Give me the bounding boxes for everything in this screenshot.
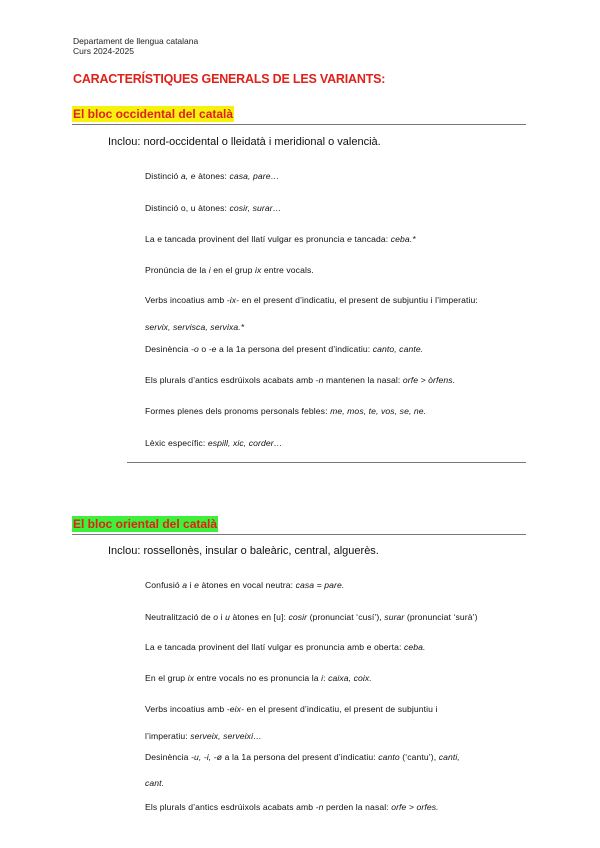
feature-line: Distinció o, u àtones: cosir, surar… [145,203,282,213]
section-end-divider [127,462,526,463]
oriental-inclou: Inclou: rossellonès, insular o baleàric, central, alguerès. [108,545,379,557]
department-header: Departament de llengua catalana [73,36,199,46]
feature-line: Distinció a, e àtones: casa, pare… [145,171,280,181]
feature-line: Formes plenes dels pronoms personals febles: me, mos, te, vos, se, ne. [145,406,427,416]
feature-line: Confusió a i e àtones en vocal neutra: casa = pare. [145,580,345,590]
section-divider [72,534,526,535]
feature-line: Desinència -o o -e a la 1a persona del present d’indicatiu: canto, cante. [145,344,424,354]
feature-line: Desinència -u, -i, -ø a la 1a persona del present d’indicatiu: canto (‘cantu’), canti, [145,752,460,762]
feature-line: servix, servisca, servixa.* [145,322,245,332]
feature-line: l’imperatiu: serveix, serveixi… [145,731,262,741]
feature-line: Els plurals d’antics esdrúixols acabats amb -n perden la nasal: orfe > orfes. [145,802,439,812]
feature-line: Lèxic específic: espill, xic, corder… [145,438,283,448]
feature-line: En el grup ix entre vocals no es pronuncia la i: caixa, coix. [145,673,372,683]
feature-line: La e tancada provinent del llatí vulgar es pronuncia amb e oberta: ceba. [145,642,426,652]
feature-line: Verbs incoatius amb -ix- en el present d’indicatiu, el present de subjuntiu i l’imperatiu: [145,295,478,305]
main-title: CARACTERÍSTIQUES GENERALS DE LES VARIANTS: [73,72,386,86]
feature-line: Pronúncia de la i en el grup ix entre vocals. [145,265,314,275]
section-divider [72,124,526,125]
feature-line: Neutralització de o i u àtones en [u]: cosir (pronunciat ‘cusí’), surar (pronunciat ‘surà’) [145,612,478,622]
feature-line: La e tancada provinent del llatí vulgar es pronuncia e tancada: ceba.* [145,234,416,244]
course-year: Curs 2024-2025 [73,46,134,56]
feature-line: cant. [145,778,165,788]
feature-line: Els plurals d’antics esdrúixols acabats amb -n mantenen la nasal: orfe > òrfens. [145,375,456,385]
occidental-inclou: Inclou: nord-occidental o lleidatà i meridional o valencià. [108,136,381,148]
section-title-oriental: El bloc oriental del català [73,517,218,531]
feature-line: Verbs incoatius amb -eix- en el present d’indicatiu, el present de subjuntiu i [145,704,438,714]
section-title-occidental: El bloc occidental del català [73,107,234,121]
